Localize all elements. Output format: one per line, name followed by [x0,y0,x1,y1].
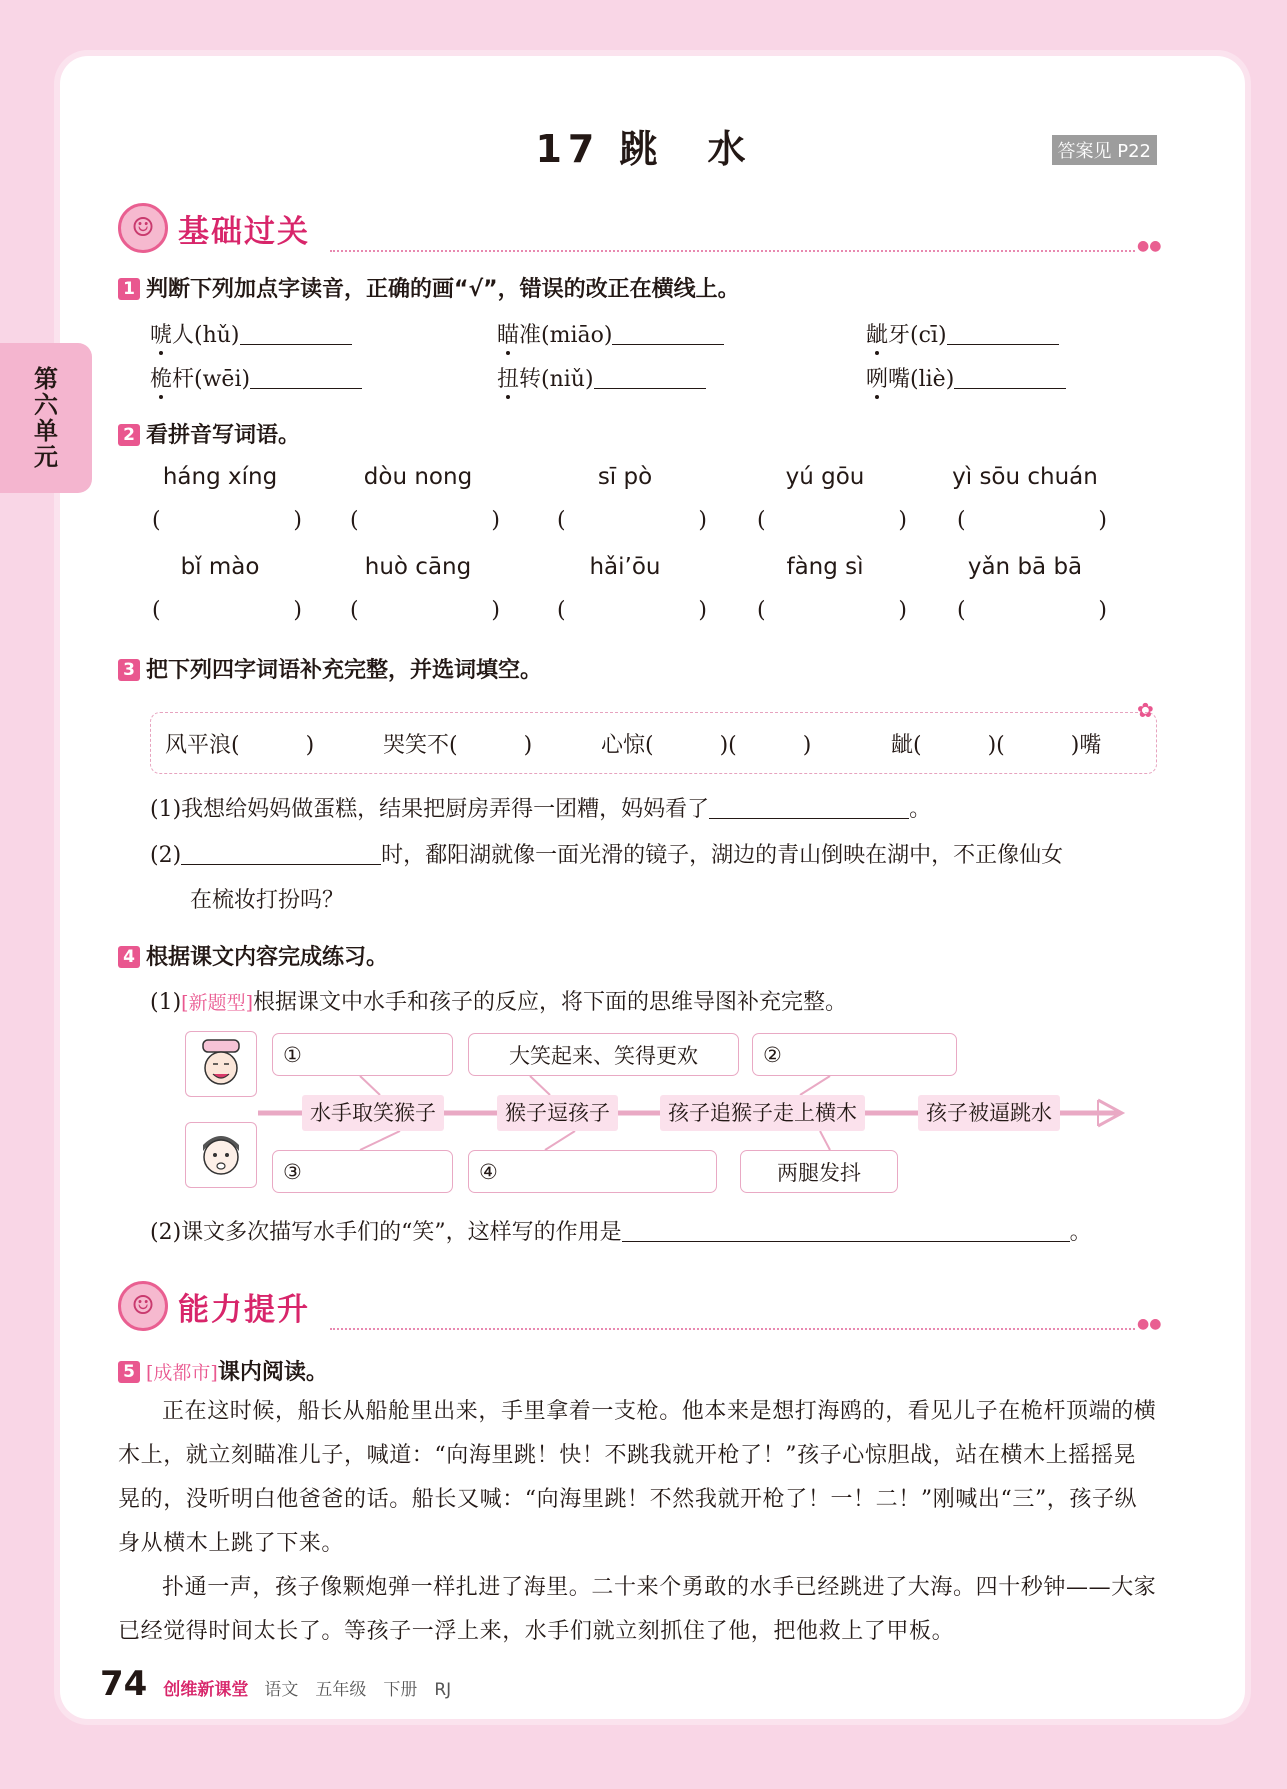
open-paren: ( [957,508,966,533]
question-text: 根据课文内容完成练习。 [146,945,389,970]
mindmap-bottom-2[interactable]: ④ [468,1150,717,1193]
lesson-title: 17 跳 水 [535,127,752,171]
sentence-end: 。 [1069,1220,1092,1245]
answer-blank[interactable] [709,796,909,819]
question-2 [118,418,300,449]
brand-name: 创维新课堂 [163,1680,249,1700]
question-number: 1 [118,278,140,300]
answer-blank[interactable] [954,366,1066,389]
mascot-icon: ☺ [118,203,168,253]
mindmap-bottom-3: 两腿发抖 [740,1150,898,1193]
unit-tab-char: 元 [34,443,58,471]
question-text: 看拼音写词语。 [146,423,301,448]
answer-blank[interactable] [947,322,1059,345]
answer-parens[interactable] [957,598,1107,623]
answer-blank[interactable] [181,842,381,865]
answer-parens[interactable] [557,508,707,533]
answer-parens[interactable] [350,508,500,533]
pinyin-prompt: yǎn bā bā [967,554,1083,580]
idiom-2[interactable]: 哭笑不( ) [383,732,533,758]
idiom-box [150,712,1157,774]
item-text: 嘴(liè) [888,367,955,392]
sentence-text: (1)我想给妈妈做蛋糕，结果把厨房弄得一团糟，妈妈看了 [150,797,710,822]
mindmap-node-2: 猴子逗孩子 [497,1095,618,1131]
open-paren: ( [152,598,161,623]
sentence-end: 。 [909,797,932,822]
answer-reference: 答案见 P22 [1052,135,1157,165]
answer-blank[interactable] [622,1219,1070,1242]
answer-parens[interactable] [957,508,1107,533]
open-paren: ( [757,598,766,623]
question-text: 判断下列加点字读音，正确的画“√”，错误的改正在横线上。 [146,277,740,302]
item-text: 人(hǔ) [172,323,240,348]
question-number: 4 [118,946,140,968]
item-text: 杆(wēi) [172,367,251,392]
butterfly-icon: ✿ [1137,698,1154,722]
mindmap-top-1[interactable]: ① [272,1033,453,1076]
mindmap-node-1: 水手取笑猴子 [302,1095,444,1131]
close-paren: ) [698,508,707,533]
footer [100,1664,451,1704]
answer-parens[interactable] [757,598,907,623]
unit-tab [0,343,92,493]
pronunciation-item [150,362,362,393]
dotted-char: 咧 [866,367,889,392]
idiom-3[interactable]: 心惊( )( ) [601,732,812,758]
mascot-icon: ☺ [118,1281,168,1331]
pinyin-prompt: bǐ mào [180,554,260,580]
open-paren: ( [350,508,359,533]
sub-number: (1) [150,990,182,1015]
item-text: 牙(cī) [888,323,947,348]
paragraph-1: 正在这时候，船长从船舱里出来，手里拿着一支枪。他本来是想打海鸥的，看见儿子在桅杆顶端的横木上，就立刻瞄准儿子，喊道：“向海里跳！快！不跳我就开枪了！”孩子心惊胆战，站在横木上摇摇晃晃的，没听明白他爸爸的话。船长又喊：“向海里跳！不然我就开枪了！一！二！”刚喊出“三”，孩子纵身从横木上跳了下来。 [118,1399,1157,1556]
section-basic-title: 基础过关 [178,213,310,250]
pinyin-prompt: yì sōu chuán [952,464,1098,490]
q3-sentence-2-cont: 在梳妆打扮吗？ [190,888,345,913]
pronunciation-item [866,318,1059,349]
pinyin-prompt: sī pò [597,464,653,490]
answer-parens[interactable] [152,598,302,623]
dotted-char: 唬 [150,323,173,348]
close-paren: ) [1098,508,1107,533]
dotted-char: 龇 [866,323,889,348]
paragraph-2: 扑通一声，孩子像颗炮弹一样扎进了海里。二十来个勇敢的水手已经跳进了大海。四十秒钟——大家已经觉得时间太长了。等孩子一浮上来，水手们就立刻抓住了他，把他救上了甲板。 [118,1575,1157,1644]
mindmap-node-4: 孩子被逼跳水 [918,1095,1060,1131]
question-4 [118,940,388,971]
unit-tab-char: 六 [34,391,58,419]
answer-blank[interactable] [594,366,706,389]
idiom-1[interactable]: 风平浪( ) [165,732,315,758]
answer-parens[interactable] [350,598,500,623]
answer-parens[interactable] [557,598,707,623]
mindmap-bottom-1[interactable]: ③ [272,1150,453,1193]
unit-tab-char: 第 [34,365,58,393]
item-text: 准(miāo) [519,323,613,348]
close-paren: ) [898,598,907,623]
open-paren: ( [757,508,766,533]
sentence-text: 时，鄱阳湖就像一面光滑的镜子，湖边的青山倒映在湖中，不正像仙女 [381,843,1064,868]
new-type-tag: [新题型] [181,992,253,1014]
q4-sub2 [150,1215,1092,1246]
pinyin-prompt: háng xíng [162,464,278,490]
open-paren: ( [957,598,966,623]
pinyin-prompt: dòu nong [363,464,473,490]
open-paren: ( [350,598,359,623]
dots-decoration-icon: ●● [1137,1316,1162,1332]
page-number: 74 [100,1664,148,1704]
section-advanced-header [118,1281,310,1331]
dotted-char: 扭 [497,367,520,392]
answer-parens[interactable] [152,508,302,533]
close-paren: ) [491,508,500,533]
item-text: 转(niǔ) [519,367,594,392]
pronunciation-item [497,318,724,349]
sub-text: (2)课文多次描写水手们的“笑”，这样写的作用是 [150,1220,622,1245]
pinyin-prompt: hǎi’ōu [589,554,661,580]
answer-blank[interactable] [612,322,724,345]
mindmap-top-2: 大笑起来、笑得更欢 [468,1033,739,1076]
question-text: 课内阅读。 [217,1360,328,1385]
pronunciation-item [866,362,1066,393]
close-paren: ) [898,508,907,533]
answer-blank[interactable] [240,322,352,345]
close-paren: ) [293,598,302,623]
region-tag: [成都市] [146,1362,218,1384]
pinyin-prompt: fàng sì [786,554,864,580]
question-number: 3 [118,659,140,681]
question-3 [118,653,542,684]
section-divider [330,1328,1135,1330]
open-paren: ( [152,508,161,533]
question-text: 把下列四字词语补充完整，并选词填空。 [146,658,543,683]
idiom-4[interactable]: 龇( )( )嘴 [891,732,1102,758]
question-1 [118,272,740,303]
mindmap-top-3[interactable]: ② [752,1033,957,1076]
open-paren: ( [557,598,566,623]
q3-sentence-1 [150,792,931,823]
open-paren: ( [557,508,566,533]
mindmap-node-3: 孩子追猴子走上横木 [660,1095,865,1131]
pinyin-prompt: yú gōu [785,464,865,490]
close-paren: ) [698,598,707,623]
q3-sentence-2 [150,838,1063,869]
pinyin-prompt: huò cāng [364,554,472,580]
close-paren: ) [491,598,500,623]
sentence-number: (2) [150,843,182,868]
dotted-char: 桅 [150,367,173,392]
unit-tab-label [34,366,58,470]
question-number: 2 [118,424,140,446]
answer-parens[interactable] [757,508,907,533]
unit-tab-char: 单 [34,417,58,445]
section-divider [330,250,1135,252]
question-number: 5 [118,1361,140,1383]
section-basic-header [118,203,310,253]
dots-decoration-icon: ●● [1137,238,1162,254]
section-advanced-title: 能力提升 [178,1291,310,1328]
close-paren: ) [293,508,302,533]
reading-passage [118,1390,1158,1654]
q4-sub1 [150,985,847,1016]
book-info: 语文 五年级 下册 RJ [264,1680,452,1700]
pronunciation-item [497,362,706,393]
close-paren: ) [1098,598,1107,623]
dotted-char: 瞄 [497,323,520,348]
answer-blank[interactable] [250,366,362,389]
sub-text: 根据课文中水手和孩子的反应，将下面的思维导图补充完整。 [253,990,848,1015]
question-5 [118,1355,328,1386]
pronunciation-item [150,318,352,349]
